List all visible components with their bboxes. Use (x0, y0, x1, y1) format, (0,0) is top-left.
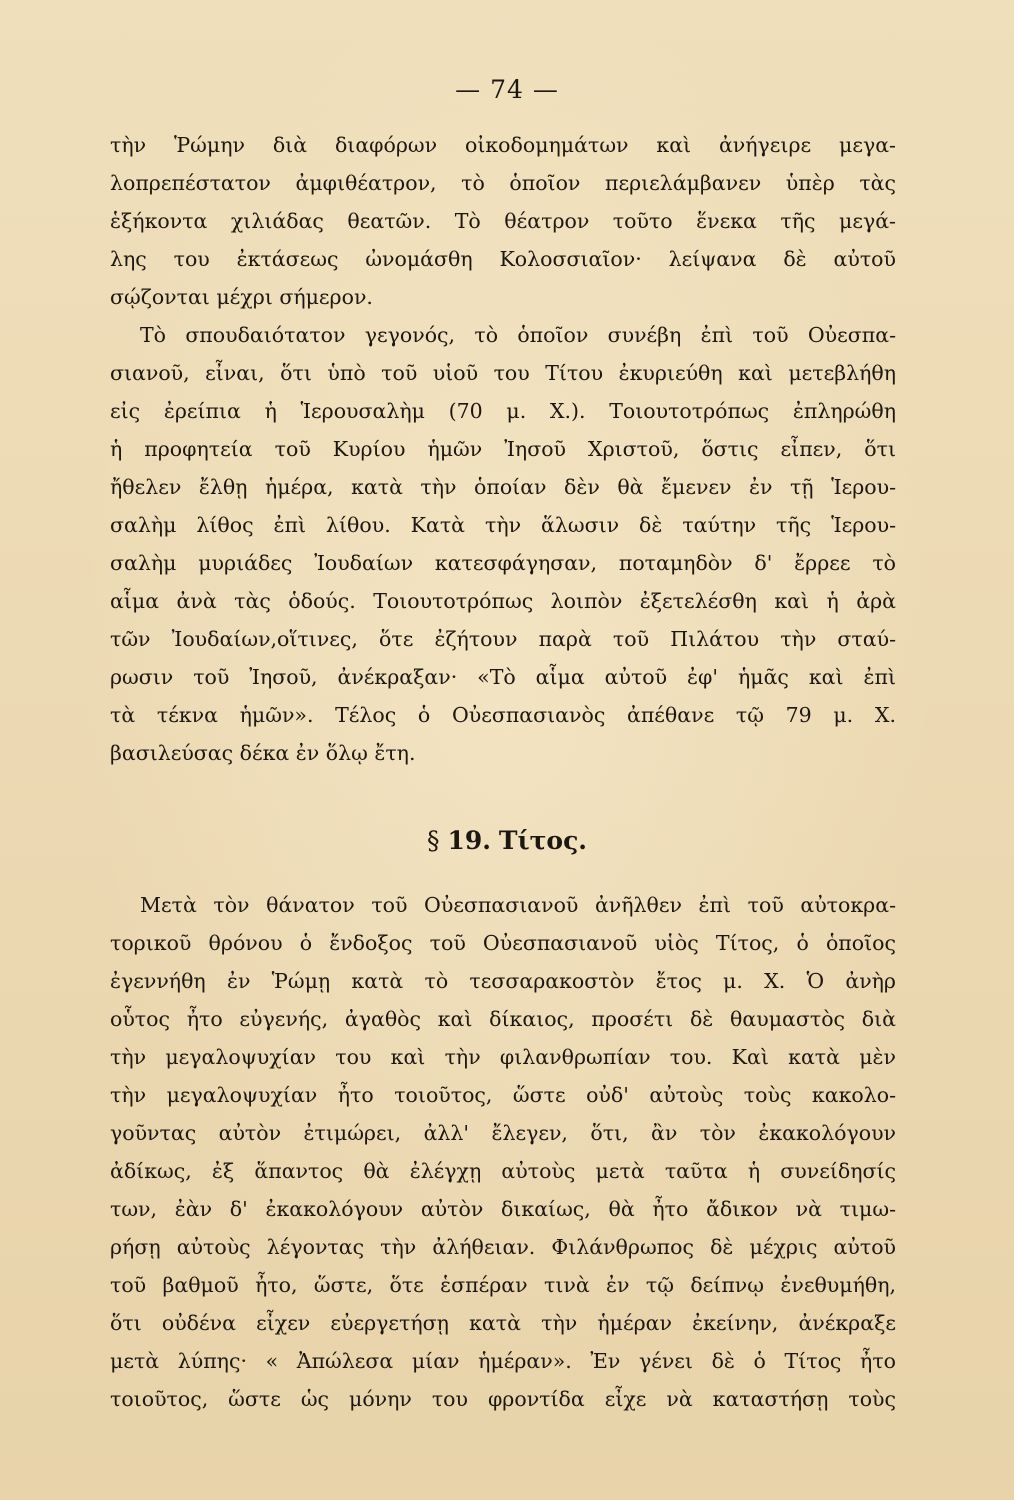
section-number: 19. (447, 826, 491, 855)
text-line: ἤθελεν ἔλθῃ ἡμέρα, κατὰ τὴν ὁποίαν δὲν θὰ ἔμενεν ἐν τῇ Ἱερου- (110, 475, 896, 499)
text-line: σῴζονται μέχρι σήμερον. (110, 285, 373, 309)
text-line: μετὰ λύπης· « Ἀπώλεσα μίαν ἡμέραν». Ἐν γένει δὲ ὁ Τίτος ἦτο (110, 1349, 896, 1373)
page-number: — 74 — (455, 75, 559, 104)
text-line: ἐγεννήθη ἐν Ῥώμῃ κατὰ τὸ τεσσαρακοστὸν ἔτος μ. Χ. Ὁ ἀνὴρ (110, 969, 896, 993)
text-line: ἑξήκοντα χιλιάδας θεατῶν. Τὸ θέατρον τοῦτο ἕνεκα τῆς μεγά- (110, 209, 896, 233)
section-heading (0, 826, 1014, 855)
text-line: τὴν μεγαλοψυχίαν ἦτο τοιοῦτος, ὥστε οὐδ' αὐτοὺς τοὺς κακολο- (110, 1083, 896, 1107)
text-line: σαλὴμ μυριάδες Ἰουδαίων κατεσφάγησαν, ποταμηδὸν δ' ἔρρεε τὸ (110, 551, 896, 575)
text-line: ἀδίκως, ἐξ ἅπαντος θὰ ἐλέγχῃ αὐτοὺς μετὰ ταῦτα ἡ συνείδησίς (110, 1159, 896, 1183)
text-line: οὗτος ἦτο εὐγενής, ἀγαθὸς καὶ δίκαιος, προσέτι δὲ θαυμαστὸς διὰ (110, 1007, 896, 1031)
text-line: τῶν Ἰουδαίων,οἵτινες, ὅτε ἐζήτουν παρὰ τοῦ Πιλάτου τὴν σταύ- (110, 627, 896, 651)
text-line: τοῦ βαθμοῦ ἦτο, ὥστε, ὅτε ἑσπέραν τινὰ ἐν τῷ δείπνῳ ἐνεθυμήθη, (110, 1273, 896, 1297)
text-line: λης του ἐκτάσεως ὠνομάσθη Κολοσσιαῖον· λείψανα δὲ αὐτοῦ (110, 247, 896, 271)
text-line: τὴν Ῥώμην διὰ διαφόρων οἰκοδομημάτων καὶ ἀνήγειρε μεγα- (110, 133, 896, 157)
paragraph-vespasian-buildings (110, 126, 896, 316)
text-line: Τὸ σπουδαιότατον γεγονός, τὸ ὁποῖον συνέβη ἐπὶ τοῦ Οὐεσπα- (140, 323, 896, 347)
section-title: Τίτος. (498, 826, 588, 855)
text-line: ὅτι οὐδένα εἶχεν εὐεργετήσῃ κατὰ τὴν ἡμέραν ἐκείνην, ἀνέκραξε (110, 1311, 896, 1335)
text-line: Μετὰ τὸν θάνατον τοῦ Οὐεσπασιανοῦ ἀνῆλθεν ἐπὶ τοῦ αὐτοκρα- (140, 893, 896, 917)
text-line: ρωσιν τοῦ Ἰησοῦ, ἀνέκραξαν· «Τὸ αἷμα αὐτοῦ ἐφ' ἡμᾶς καὶ ἐπὶ (110, 665, 896, 689)
paragraph-titus (110, 886, 896, 1418)
text-line: σιανοῦ, εἶναι, ὅτι ὑπὸ τοῦ υἱοῦ του Τίτου ἐκυριεύθη καὶ μετεβλήθη (110, 361, 896, 385)
text-line: ρήσῃ αὐτοὺς λέγοντας τὴν ἀλήθειαν. Φιλάνθρωπος δὲ μέχρις αὐτοῦ (110, 1235, 896, 1259)
text-line: τορικοῦ θρόνου ὁ ἔνδοξος τοῦ Οὐεσπασιανοῦ υἱὸς Τίτος, ὁ ὁποῖος (110, 931, 896, 955)
text-line: γοῦντας αὐτὸν ἐτιμώρει, ἀλλ' ἔλεγεν, ὅτι, ἂν τὸν ἐκακολόγουν (110, 1121, 896, 1145)
text-line: τὴν μεγαλοψυχίαν του καὶ τὴν φιλανθρωπίαν του. Καὶ κατὰ μὲν (110, 1045, 896, 1069)
section-symbol: § (426, 826, 440, 855)
text-line: σαλὴμ λίθος ἐπὶ λίθου. Κατὰ τὴν ἅλωσιν δὲ ταύτην τῆς Ἱερου- (110, 513, 896, 537)
text-line: βασιλεύσας δέκα ἐν ὅλῳ ἔτη. (110, 741, 416, 765)
text-line: αἷμα ἀνὰ τὰς ὁδούς. Τοιουτοτρόπως λοιπὸν ἐξετελέσθη καὶ ἡ ἀρὰ (110, 589, 896, 613)
text-line: τὰ τέκνα ἡμῶν». Τέλος ὁ Οὐεσπασιανὸς ἀπέθανε τῷ 79 μ. Χ. (110, 703, 896, 727)
text-line: ἡ προφητεία τοῦ Κυρίου ἡμῶν Ἰησοῦ Χριστοῦ, ὅστις εἶπεν, ὅτι (110, 437, 896, 461)
text-line: λοπρεπέστατον ἀμφιθέατρον, τὸ ὁποῖον περιελάμβανεν ὑπὲρ τὰς (110, 171, 896, 195)
paragraph-jerusalem (110, 316, 896, 772)
text-line: τοιοῦτος, ὥστε ὡς μόνην του φροντίδα εἶχε νὰ καταστήσῃ τοὺς (110, 1387, 896, 1411)
text-line: εἰς ἐρείπια ἡ Ἱερουσαλὴμ (70 μ. Χ.). Τοιουτοτρόπως ἐπληρώθη (110, 399, 896, 423)
text-line: των, ἐὰν δ' ἐκακολόγουν αὐτὸν δικαίως, θὰ ἦτο ἄδικον νὰ τιμω- (110, 1197, 896, 1221)
